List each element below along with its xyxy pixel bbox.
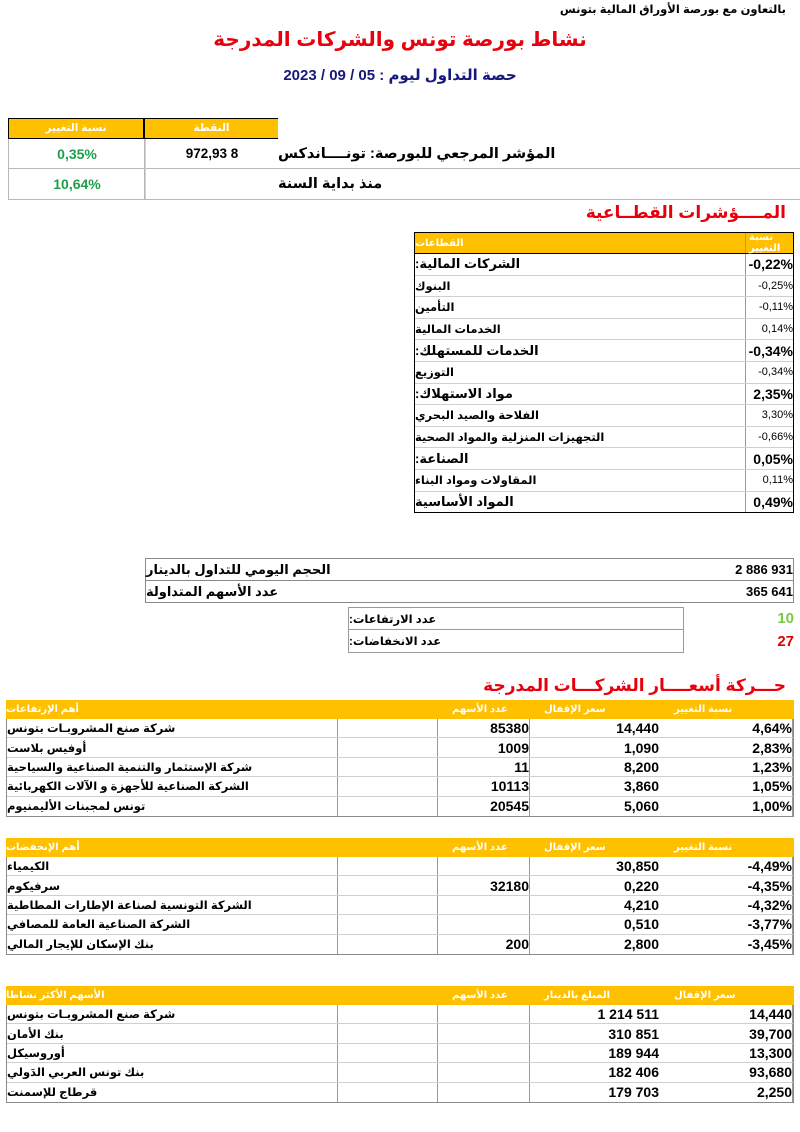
- gainers-header-change: نسبة التغيير: [674, 704, 733, 715]
- loser-company-name: الكيمياء: [7, 861, 50, 874]
- loser-company-name: سرفيكوم: [7, 880, 61, 893]
- active-company-name: أوروسيكل: [7, 1047, 65, 1060]
- loser-company-name: الشركة التونسية لصناعة الإطارات المطاطية: [7, 899, 252, 912]
- loser-shares-value: [437, 857, 529, 875]
- gainers-header-close: سعر الإقفال: [544, 704, 606, 715]
- daily-volume-label: الحجم اليومي للتداول بالدينار: [146, 561, 331, 577]
- index-header-change: نسبة التغيير: [8, 118, 144, 139]
- table-row: [7, 915, 793, 934]
- table-row: [7, 797, 793, 816]
- sector-row: [415, 362, 793, 384]
- sector-row: [415, 384, 793, 406]
- active-blank-cell: [337, 1005, 437, 1023]
- sector-indices-table: [414, 232, 794, 513]
- gainer-change-value: 2,83%: [659, 738, 793, 756]
- table-row: [7, 896, 793, 915]
- loser-blank-cell: [337, 935, 437, 954]
- active-blank-cell: [337, 1063, 437, 1081]
- sector-name-label: التجهيزات المنزلية والمواد الصحية: [415, 432, 605, 445]
- sector-row: [415, 405, 793, 427]
- advances-count-label: عدد الارتفاعات:: [348, 607, 684, 630]
- table-row: [348, 607, 794, 630]
- gainer-close-value: 5,060: [529, 797, 659, 816]
- sector-change-value: 0,14%: [745, 319, 793, 340]
- sector-row: [415, 427, 793, 449]
- table-row: [7, 738, 793, 757]
- active-blank-cell: [337, 1024, 437, 1042]
- active-header-close: سعر الإقفال: [674, 990, 736, 1001]
- sector-name-label: الشركات المالية:: [415, 256, 521, 272]
- sector-name-label: التأمين: [415, 302, 455, 315]
- index-row-tunindex: [8, 139, 800, 169]
- gainer-shares-value: 20545: [437, 797, 529, 816]
- index-ytd-label: منذ بداية السنة: [278, 175, 383, 192]
- top-losers-table: [6, 838, 794, 955]
- loser-shares-value: [437, 896, 529, 914]
- gainer-change-value: 1,05%: [659, 777, 793, 795]
- loser-shares-value: [437, 915, 529, 933]
- active-shares-value: [437, 1083, 529, 1102]
- loser-company-name: الشركة الصناعية العامة للمصافي: [7, 919, 191, 932]
- losers-header-blank: [338, 838, 438, 857]
- active-header-blank: [338, 986, 438, 1005]
- loser-shares-value: 32180: [437, 876, 529, 894]
- loser-blank-cell: [337, 857, 437, 875]
- loser-change-value: -4,49%: [659, 857, 793, 875]
- loser-change-value: -4,35%: [659, 876, 793, 894]
- cooperation-note: بالتعاون مع بورصة الأوراق المالية بتونس: [559, 4, 786, 16]
- prices-section-title: حـــركة أسعــــار الشركـــات المدرجة: [483, 676, 786, 695]
- active-close-value: 93,680: [659, 1063, 793, 1081]
- declines-count-value: 27: [777, 633, 794, 650]
- sector-change-value: -0,22%: [745, 254, 793, 275]
- active-amount-value: 189 944: [529, 1044, 659, 1062]
- sector-change-value: 2,35%: [745, 384, 793, 405]
- index-points-value: 8 972,93: [144, 139, 279, 168]
- loser-blank-cell: [337, 896, 437, 914]
- sector-header-change: نسبة التغيير: [745, 233, 793, 253]
- table-row: [7, 1044, 793, 1063]
- table-row: [7, 1083, 793, 1102]
- daily-volume-block: [145, 558, 794, 603]
- active-close-value: 14,440: [659, 1005, 793, 1023]
- sector-row: [415, 340, 793, 362]
- active-header-title: الأسهم الأكثر نشاطا: [6, 990, 105, 1001]
- sector-change-value: -0,25%: [745, 276, 793, 297]
- loser-blank-cell: [337, 915, 437, 933]
- table-row: [7, 719, 793, 738]
- daily-volume-value: 2 886 931: [735, 562, 793, 577]
- page-title: نشاط بورصة تونس والشركات المدرجة: [213, 29, 587, 51]
- loser-blank-cell: [337, 876, 437, 894]
- table-row: [7, 777, 793, 796]
- sector-row: [415, 448, 793, 470]
- active-shares-value: [437, 1024, 529, 1042]
- table-row: [348, 630, 794, 653]
- active-company-name: بنك تونس العربي الدَولي: [7, 1067, 145, 1080]
- active-blank-cell: [337, 1044, 437, 1062]
- active-company-name: شركة صنع المشروبـات بتونس: [7, 1009, 176, 1022]
- index-change-value: 0,35%: [8, 139, 146, 168]
- sector-name-label: الصناعة:: [415, 450, 469, 466]
- index-ytd-change-value: 10,64%: [8, 168, 146, 199]
- loser-shares-value: 200: [437, 935, 529, 954]
- loser-company-name: بنك الإسكان للإيجار المالي: [7, 939, 154, 952]
- active-amount-value: 182 406: [529, 1063, 659, 1081]
- sector-row: [415, 297, 793, 319]
- table-row: [7, 758, 793, 777]
- index-ytd-points-value: [144, 168, 279, 199]
- gainer-shares-value: 1009: [437, 738, 529, 756]
- active-close-value: 39,700: [659, 1024, 793, 1042]
- loser-close-value: 4,210: [529, 896, 659, 914]
- loser-close-value: 2,800: [529, 935, 659, 954]
- active-company-name: بنك الأمان: [7, 1028, 64, 1041]
- gainer-change-value: 4,64%: [659, 719, 793, 737]
- sector-row: [415, 492, 793, 513]
- sector-name-label: الخدمات المالية: [415, 324, 501, 337]
- session-date: حصة التداول ليوم : 05 / 09 / 2023: [283, 67, 517, 84]
- losers-header-shares: عدد الأسهم: [452, 842, 508, 853]
- table-row: [146, 559, 793, 581]
- index-row-ytd: [8, 168, 800, 200]
- active-shares-value: [437, 1044, 529, 1062]
- losers-header-change: نسبة التغيير: [674, 842, 733, 853]
- gainer-shares-value: 85380: [437, 719, 529, 737]
- loser-close-value: 30,850: [529, 857, 659, 875]
- active-shares-value: [437, 1005, 529, 1023]
- gainer-blank-cell: [337, 758, 437, 776]
- sector-table-header: [415, 233, 793, 254]
- gainer-company-name: شركة صنع المشروبـات بتونس: [7, 723, 176, 736]
- gainer-company-name: تونس لمجبنات الأليمنيوم: [7, 801, 146, 814]
- active-amount-value: 1 214 511: [529, 1005, 659, 1023]
- sector-name-label: الفلاحة والصيد البحري: [415, 410, 539, 423]
- declines-count-label: عدد الانخفاضات:: [348, 630, 684, 653]
- loser-close-value: 0,220: [529, 876, 659, 894]
- sector-header-name: القطاعات: [415, 233, 745, 253]
- top-gainers-table: [6, 700, 794, 817]
- sector-change-value: -0,11%: [745, 297, 793, 318]
- sector-name-label: الخدمات للمستهلك:: [415, 342, 539, 358]
- gainer-close-value: 14,440: [529, 719, 659, 737]
- gainer-close-value: 1,090: [529, 738, 659, 756]
- active-amount-value: 310 851: [529, 1024, 659, 1042]
- active-shares-value: [437, 1063, 529, 1081]
- active-close-value: 2,250: [659, 1083, 793, 1102]
- table-row: [7, 857, 793, 876]
- loser-close-value: 0,510: [529, 915, 659, 933]
- gainer-shares-value: 11: [437, 758, 529, 776]
- sector-change-value: -0,34%: [745, 362, 793, 383]
- most-active-table: [6, 986, 794, 1103]
- losers-header-close: سعر الإقفال: [544, 842, 606, 853]
- gainer-company-name: شركة الإستثمار والتنمية الصناعية والسياحية: [7, 761, 253, 774]
- gainer-shares-value: 10113: [437, 777, 529, 795]
- gainer-blank-cell: [337, 777, 437, 795]
- sector-change-value: -0,66%: [745, 427, 793, 448]
- gainer-blank-cell: [337, 797, 437, 816]
- gainer-blank-cell: [337, 719, 437, 737]
- gainer-company-name: أوفيس بلاست: [7, 742, 87, 755]
- gainer-change-value: 1,23%: [659, 758, 793, 776]
- advances-declines-block: [348, 607, 794, 653]
- sector-row: [415, 470, 793, 492]
- advances-count-value: 10: [777, 610, 794, 627]
- active-header-shares: عدد الأسهم: [452, 990, 508, 1001]
- gainer-close-value: 3,860: [529, 777, 659, 795]
- most-active-header: [6, 986, 794, 1005]
- gainer-change-value: 1,00%: [659, 797, 793, 816]
- table-row: [7, 1063, 793, 1082]
- loser-change-value: -3,77%: [659, 915, 793, 933]
- loser-change-value: -3,45%: [659, 935, 793, 954]
- gainers-header-blank: [338, 700, 438, 719]
- sector-change-value: 3,30%: [745, 405, 793, 426]
- sector-row: [415, 319, 793, 341]
- sector-name-label: المقاولات ومواد البناء: [415, 475, 537, 488]
- traded-shares-value: 365 641: [746, 584, 793, 599]
- sector-change-value: -0,34%: [745, 340, 793, 361]
- tunindex-block: [8, 118, 800, 208]
- table-row: [7, 876, 793, 895]
- top-gainers-header: [6, 700, 794, 719]
- active-header-amount: المبلغ بالدينار: [544, 990, 611, 1001]
- sector-row: [415, 276, 793, 298]
- index-header-points: النقطة: [144, 118, 278, 139]
- losers-header-title: أهم الإنخفضات: [6, 842, 80, 853]
- sector-change-value: 0,11%: [745, 470, 793, 491]
- gainers-header-title: أهم الإرتفاعات: [6, 704, 79, 715]
- table-row: [146, 581, 793, 602]
- sector-name-label: المواد الأساسية: [415, 493, 514, 509]
- active-blank-cell: [337, 1083, 437, 1102]
- table-row: [7, 935, 793, 954]
- index-name-label: المؤشر المرجعي للبورصة: تونــــاندكس: [278, 145, 556, 162]
- sector-change-value: 0,49%: [745, 492, 793, 513]
- gainer-company-name: الشركة الصناعية للأجهزة و الآلات الكهربائية: [7, 781, 249, 794]
- table-row: [7, 1005, 793, 1024]
- sector-name-label: التوزيع: [415, 367, 454, 380]
- traded-shares-label: عدد الأسهم المتداولة: [146, 583, 279, 599]
- sector-name-label: مواد الاستهلاك:: [415, 385, 513, 401]
- sector-change-value: 0,05%: [745, 448, 793, 469]
- sector-section-title: المــــؤشرات القطــاعية: [585, 203, 786, 222]
- gainer-blank-cell: [337, 738, 437, 756]
- loser-change-value: -4,32%: [659, 896, 793, 914]
- table-row: [7, 1024, 793, 1043]
- active-company-name: قرطاج للإسمنت: [7, 1087, 98, 1100]
- sector-name-label: البنوك: [415, 280, 451, 293]
- gainers-header-shares: عدد الأسهم: [452, 704, 508, 715]
- active-amount-value: 179 703: [529, 1083, 659, 1102]
- active-close-value: 13,300: [659, 1044, 793, 1062]
- gainer-close-value: 8,200: [529, 758, 659, 776]
- sector-row: [415, 254, 793, 276]
- top-losers-header: [6, 838, 794, 857]
